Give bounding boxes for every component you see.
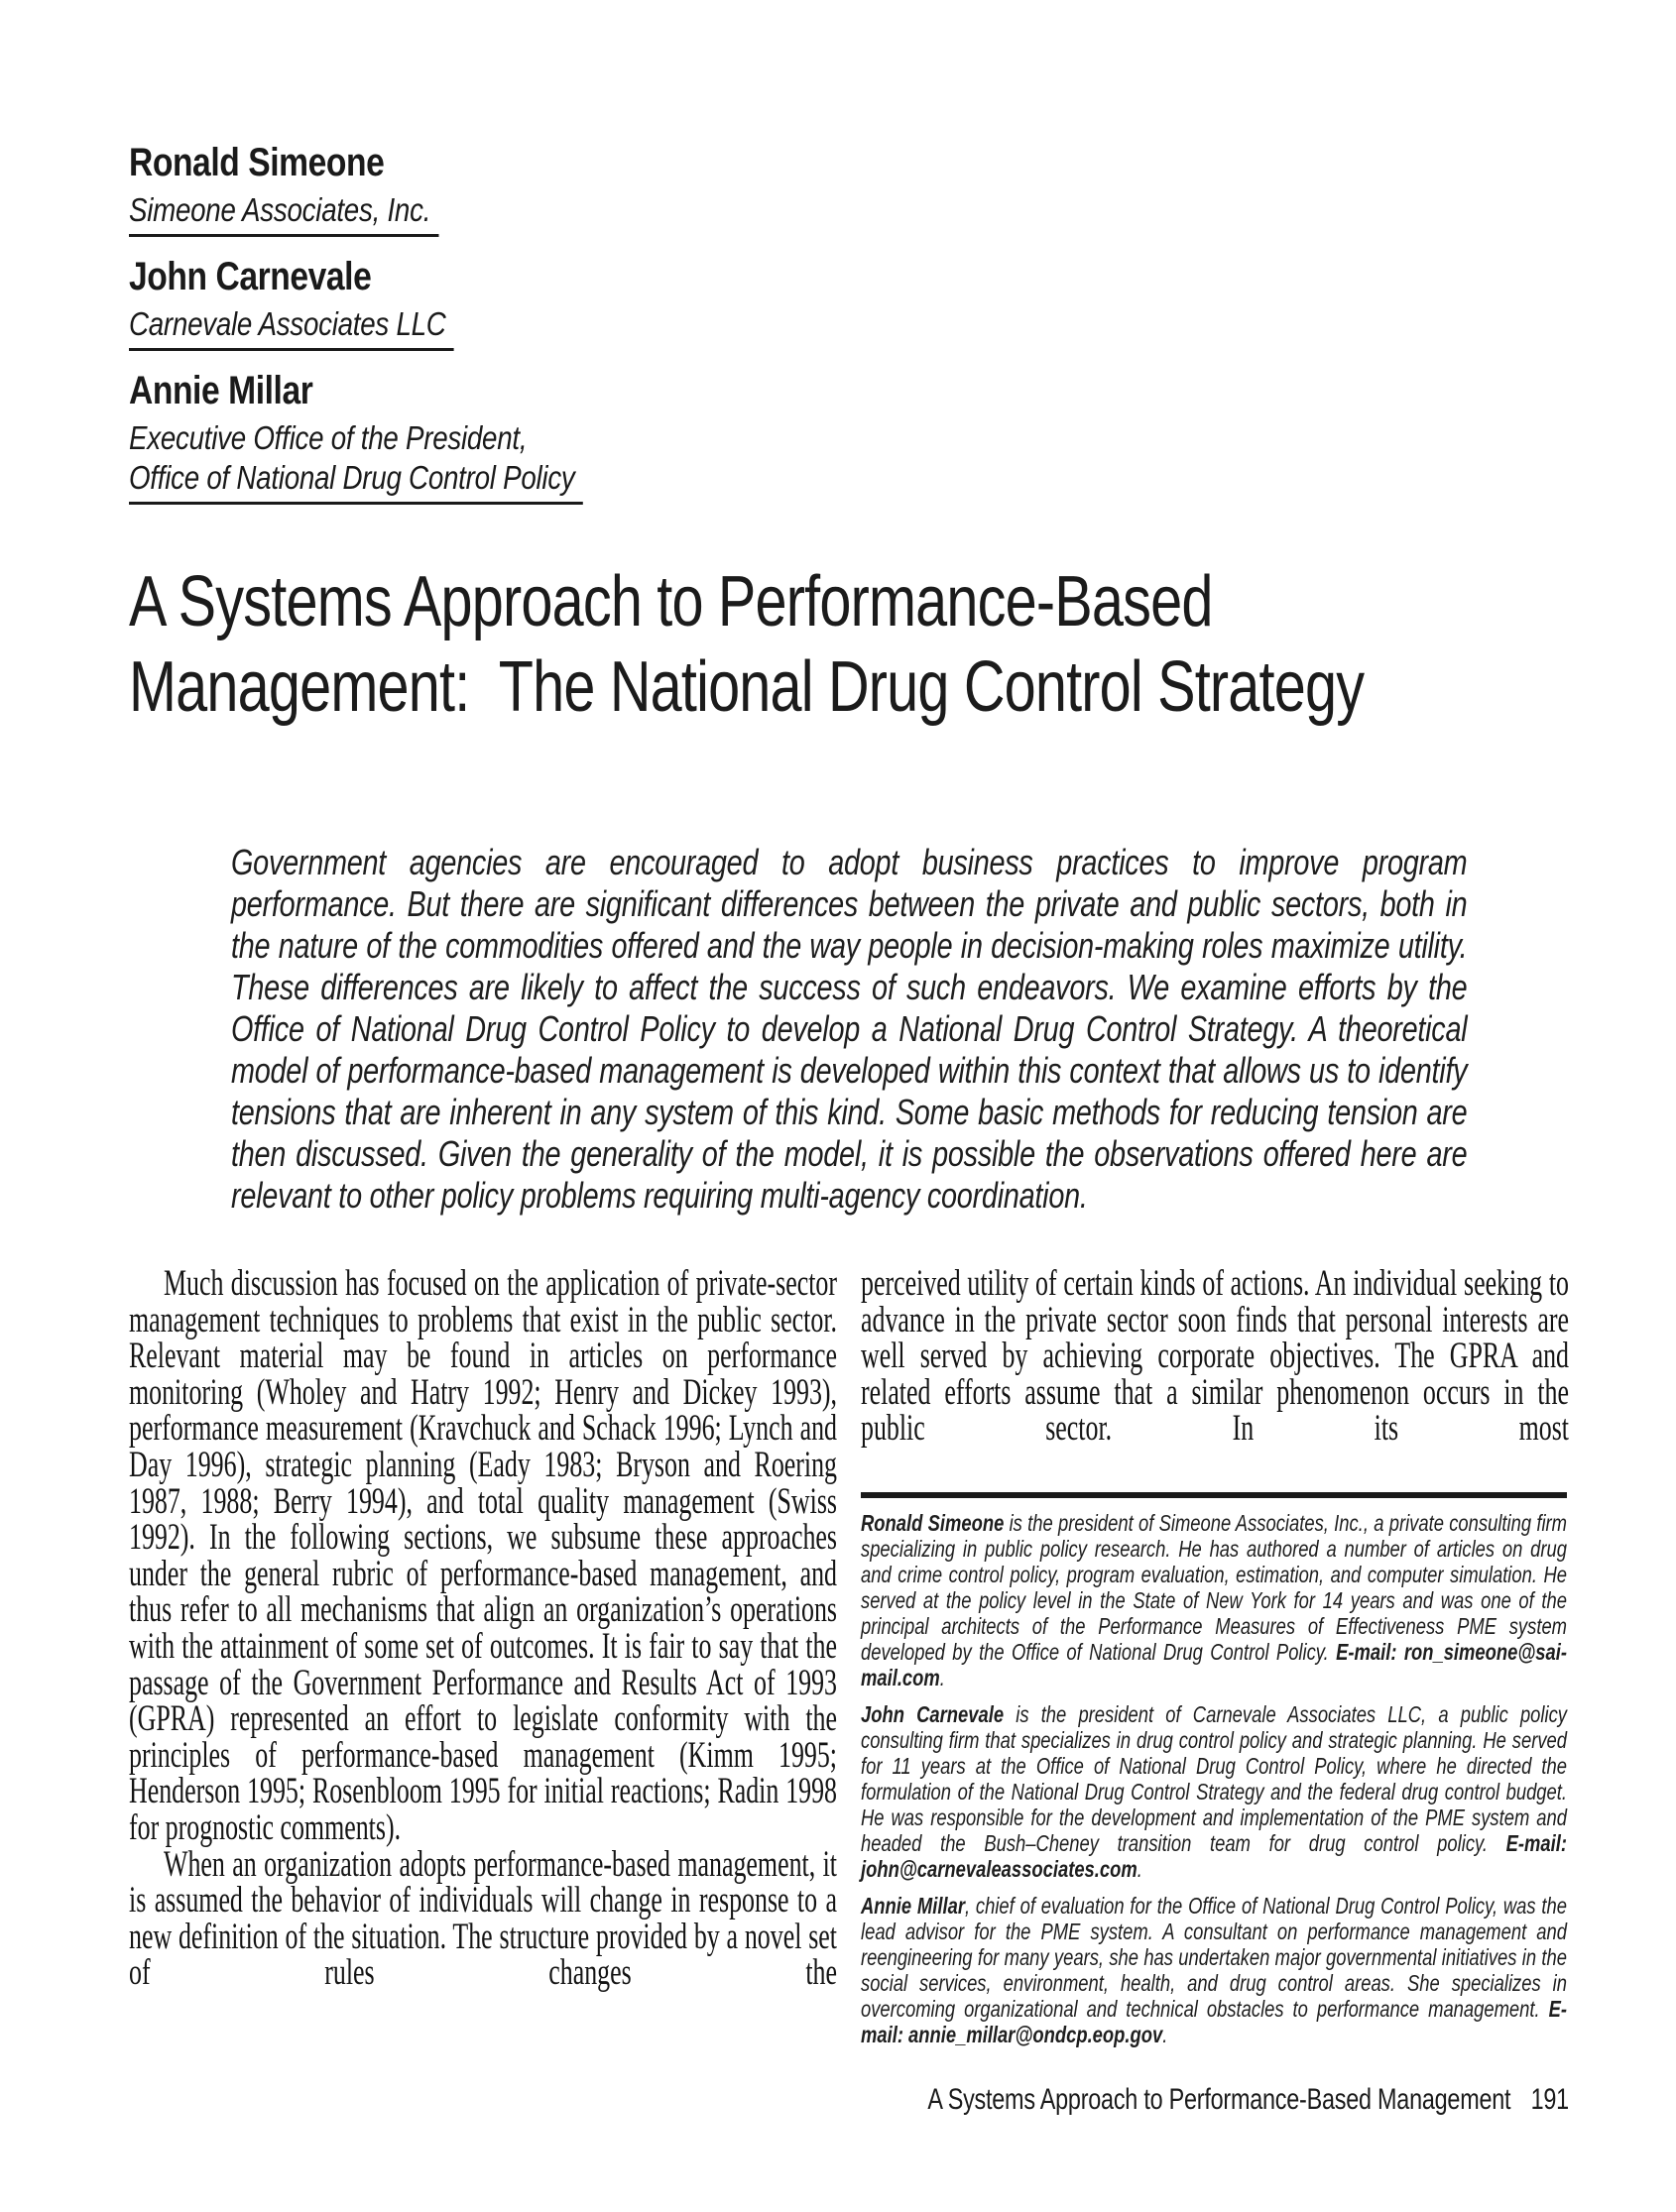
- bio-suffix: .: [1162, 2022, 1168, 2047]
- bio-text: is the president of Simeone Associates, Inc., a private consulting firm specializing in public policy research. He has authored a number of articles on drug and crime control policy, program evaluation, estimation, and computer simulation. He served at the policy level in the State of New York for 14 years and was one of the principal architects of the Performance Measures of Effectiveness PME system developed by the Office of National Drug Control Policy.: [861, 1510, 1567, 1665]
- author-affiliation: Office of National Drug Control Policy: [129, 458, 583, 505]
- bio-author-name: Ronald Simeone: [861, 1510, 1005, 1536]
- bio-author-name: John Carnevale: [861, 1701, 1005, 1727]
- author-bio: [861, 1701, 1567, 1882]
- abstract: Government agencies are encouraged to adopt business practices to improve program performance. But there are significant differences between the private and public sectors, both in the nature of the commodities offered and the way people in decision-making roles maximize utility. These differences are likely to affect the success of such endeavors. We examine efforts by the Office of National Drug Control Policy to develop a National Drug Control Strategy. A theoretical model of performance-based management is developed within this context that allows us to identify tensions that are inherent in any system of this kind. Some basic methods for reducing tension are then discussed. Given the generality of the model, it is possible the observations offered here are relevant to other policy problems requiring multi-agency coordination.: [231, 842, 1468, 1216]
- author-name: Ronald Simeone: [129, 141, 385, 184]
- author-name: Annie Millar: [129, 369, 313, 412]
- running-title: A Systems Approach to Performance-Based Management: [927, 2083, 1511, 2116]
- article-title: [129, 559, 1597, 730]
- author-bios: [861, 1510, 1567, 2058]
- bio-email: E-mail: john@carnevaleassociates.com: [861, 1830, 1567, 1882]
- author-name: John Carnevale: [129, 255, 372, 298]
- author-entry: [129, 367, 762, 505]
- bio-email: E-mail: annie_millar@ondcp.eop.gov: [861, 1996, 1567, 2047]
- author-bio: [861, 1893, 1567, 2047]
- bio-suffix: .: [1137, 1856, 1142, 1882]
- body-paragraph: perceived utility of certain kinds of actions. An individual seeking to advance in the private sector soon finds that personal interests are well served by achieving corporate objectives. The GPRA and related efforts assume that a similar phenomenon occurs in the public sector. In its most: [861, 1263, 1569, 1450]
- bio-author-name: Annie Millar: [861, 1893, 965, 1919]
- page-footer: [927, 2082, 1569, 2118]
- author-bio: [861, 1510, 1567, 1690]
- author-affiliation: Carnevale Associates LLC: [129, 304, 454, 351]
- article-title-line1: A Systems Approach to Performance-Based: [129, 562, 1213, 641]
- page-number: 191: [1530, 2083, 1569, 2116]
- bio-email: E-mail: ron_simeone@sai-mail.com: [861, 1639, 1567, 1690]
- author-block: [129, 139, 762, 521]
- body-column-left: [129, 1263, 837, 1994]
- author-affiliation: Executive Office of the President,: [129, 419, 528, 456]
- bio-text: is the president of Carnevale Associates LLC, a public policy consulting firm that specializes in drug control policy and strategic planning. He served for 11 years at the Office of National Drug Control Policy, where he directed the formulation of the National Drug Control Strategy and the federal drug control budget. He was responsible for the development and implementation of the PME system and headed the Bush–Cheney transition team for drug control policy.: [861, 1701, 1567, 1856]
- author-affiliation: Simeone Associates, Inc.: [129, 190, 439, 237]
- body-paragraph: Much discussion has focused on the application of private-sector management techniques to problems that exist in the public sector. Relevant material may be found in articles on performance monitoring (Wholey and Hatry 1992; Henry and Dickey 1993), performance measurement (Kravchuck and Schack 1996; Lynch and Day 1996), strategic planning (Eady 1983; Bryson and Roering 1987, 1988; Berry 1994), and total quality management (Swiss 1992). In the following sections, we subsume these approaches under the general rubric of performance-based management, and thus refer to all mechanisms that align an organization’s operations with the attainment of some set of outcomes. It is fair to say that the passage of the Government Performance and Results Act of 1993 (GPRA) represented an effort to legislate conformity with the principles of performance-based management (Kimm 1995; Henderson 1995; Rosenbloom 1995 for initial reactions; Radin 1998 for prognostic comments).: [129, 1263, 837, 1848]
- body-paragraph: When an organization adopts performance-based management, it is assumed the behavior of individuals will change in response to a new definition of the situation. The structure provided by a novel set of rules changes the: [129, 1843, 837, 1994]
- bio-suffix: .: [939, 1665, 945, 1690]
- bio-divider-rule: [861, 1492, 1567, 1498]
- bio-text: , chief of evaluation for the Office of National Drug Control Policy, was the lead advisor for the PME system. A consultant on performance management and reengineering for many years, she has undertaken major governmental initiatives in the social services, environment, health, and drug control areas. She specializes in overcoming organizational and technical obstacles to performance management.: [861, 1893, 1567, 2022]
- article-title-line2: Management: The National Drug Control Strategy: [129, 647, 1365, 727]
- body-column-right: [861, 1263, 1569, 1450]
- author-entry: [129, 253, 762, 351]
- author-entry: [129, 139, 762, 237]
